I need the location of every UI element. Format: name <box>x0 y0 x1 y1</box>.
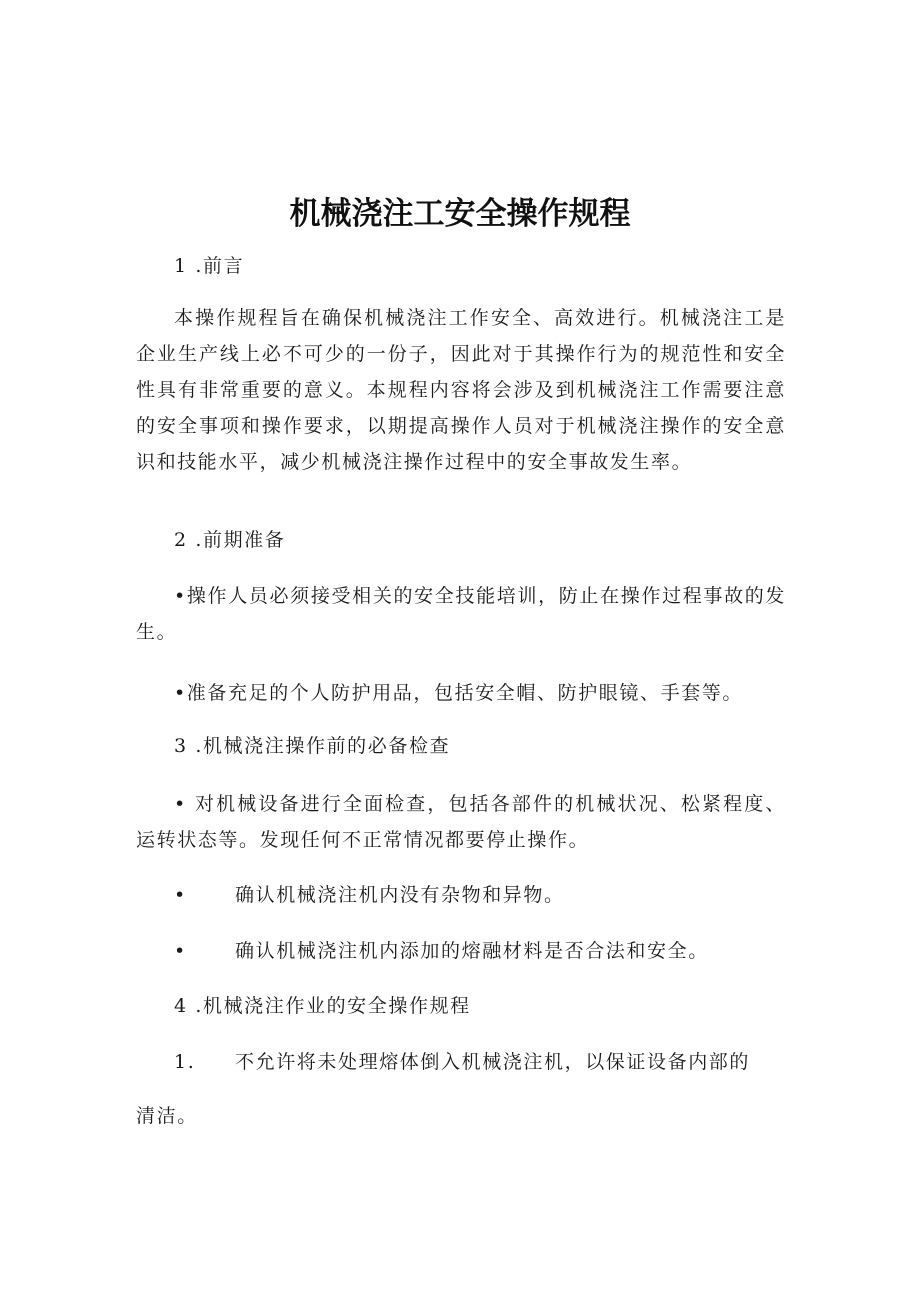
section-3-item-2: 确认机械浇注机内没有杂物和异物。 <box>235 884 565 906</box>
section-4-heading: 4 .机械浇注作业的安全操作规程 <box>174 995 471 1017</box>
section-2-heading: 2 .前期准备 <box>174 529 286 551</box>
section-3-item-3: 确认机械浇注机内添加的熔融材料是否合法和安全。 <box>235 940 709 962</box>
section-1-heading: 1 .前言 <box>174 255 245 277</box>
section-1-paragraph: 本操作规程旨在确保机械浇注工作安全、高效进行。机械浇注工是企业生产线上必不可少的一份子，因此对于其操作行为的规范性和安全性具有非常重要的意义。本规程内容将会涉及到机械浇注工作需要注意的安全事项和操作要求，以期提高操作人员对于机械浇注操作的安全意识和技能水平，减少机械浇注操作过程中的安全事故发生率。 <box>136 307 786 473</box>
section-4-item-1-number: 1. <box>174 1051 196 1073</box>
bullet-icon: • <box>174 940 186 962</box>
section-4-item-1-line-2: 清洁。 <box>136 1105 198 1127</box>
section-4-item-1-line-1: 不允许将未处理熔体倒入机械浇注机，以保证设备内部的 <box>235 1051 751 1073</box>
section-3-heading: 3 .机械浇注操作前的必备检查 <box>174 735 451 757</box>
bullet-icon: • <box>174 884 186 906</box>
document-title: 机械浇注工安全操作规程 <box>289 196 631 232</box>
section-3-item-1: • 对机械设备进行全面检查，包括各部件的机械状况、松紧程度、运转状态等。发现任何不正常情况都要停止操作。 <box>136 793 786 851</box>
section-2-item-1: •操作人员必须接受相关的安全技能培训，防止在操作过程事故的发生。 <box>136 585 786 643</box>
section-2-item-2: •准备充足的个人防护用品，包括安全帽、防护眼镜、手套等。 <box>174 682 744 704</box>
